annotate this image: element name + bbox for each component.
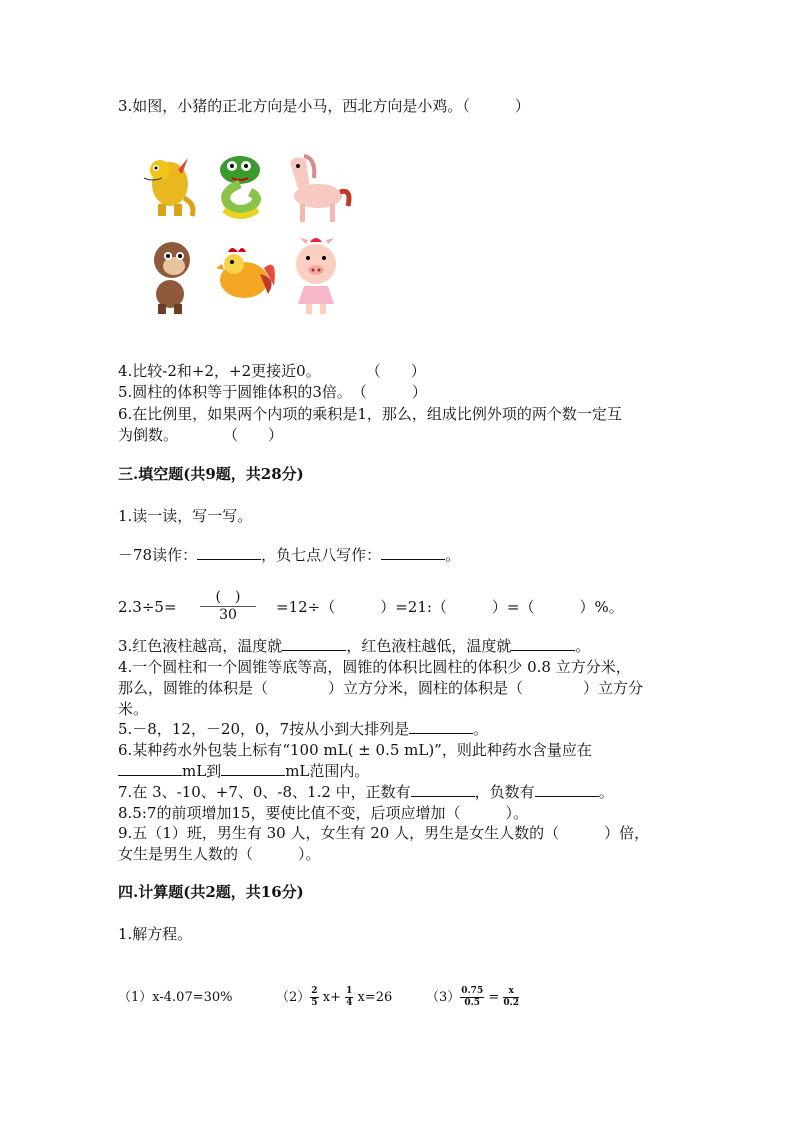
judge-q4: 4.比较-2和+2，+2更接近0。 （ ） <box>118 362 426 380</box>
fill-q1-part-a: －78读作： <box>118 546 198 564</box>
fill-q1-part-b: ，负七点八写作： <box>261 546 382 564</box>
answer-blank[interactable] <box>282 636 346 651</box>
monkey-image <box>154 242 190 314</box>
fill-q7 <box>118 782 614 802</box>
answer-blank[interactable] <box>535 782 599 797</box>
fill-q9-line2: 女生是男生人数的（ ）。 <box>118 845 321 863</box>
fraction-numerator: ( ) <box>215 589 241 605</box>
fraction-denominator: 5 <box>311 998 318 1008</box>
fill-q5 <box>118 719 488 739</box>
fill-q4-line2: 那么，圆锥的体积是（ ）立方分米，圆柱的体积是（ ）立方分 <box>118 679 644 697</box>
equation-3 <box>426 986 519 1009</box>
fraction-numerator: 0.75 <box>461 986 484 996</box>
judge-q6-line2: 为倒数。 （ ） <box>118 426 284 444</box>
answer-blank[interactable] <box>118 761 182 776</box>
fraction-one-quarter <box>345 986 353 1009</box>
snake-image <box>220 156 260 216</box>
fill-q1: 1.读一读，写一写。 <box>118 507 253 525</box>
answer-blank[interactable] <box>409 719 473 734</box>
answer-blank[interactable] <box>381 545 445 560</box>
fill-q9-line1: 9.五（1）班，男生有 30 人，女生有 20 人，男生是女生人数的（ ）倍， <box>118 824 650 842</box>
fraction-right <box>503 986 519 1009</box>
fill-q7-end: 。 <box>598 783 614 801</box>
fraction-numerator: x <box>503 986 519 998</box>
fill-q5-part-a: 5.－8，12，－20，0，7按从小到大排列是 <box>118 720 410 738</box>
fraction-left <box>460 986 484 1009</box>
fill-q7-part-a: 7.在 3、-10、+7、0、-8、1.2 中，正数有 <box>118 783 411 801</box>
equation-2-label: （2） <box>276 990 311 1005</box>
equation-2-mid: x+ <box>322 990 341 1005</box>
equation-3-label: （3） <box>426 990 461 1005</box>
fill-q6-line2 <box>118 761 369 781</box>
equation-2-end: x=26 <box>357 990 393 1005</box>
section3-title: 三.填空题(共9题，共28分) <box>118 465 304 483</box>
answer-blank[interactable] <box>511 636 575 651</box>
fill-q8: 8.5:7的前项增加15，要使比值不变，后项应增加（ ）。 <box>118 804 529 822</box>
fill-q3-part-a: 3.红色液柱越高，温度就 <box>118 637 283 655</box>
answer-blank[interactable] <box>221 761 285 776</box>
equation-1: （1）x-4.07=30% <box>118 990 233 1005</box>
judge-q5: 5.圆柱的体积等于圆锥体积的3倍。 （ ） <box>118 383 427 401</box>
animal-picture-grid <box>132 148 354 316</box>
fill-q3 <box>118 636 590 656</box>
judge-q6-line1: 6.在比例里，如果两个内项的乘积是1，那么，组成比例外项的两个数一定互 <box>118 405 622 423</box>
fill-q4-line3: 米。 <box>118 700 149 718</box>
fraction-denominator: 4 <box>346 998 353 1008</box>
section4-title: 四.计算题(共2题，共16分) <box>118 883 304 901</box>
judge-q3: 3.如图，小猪的正北方向是小马，西北方向是小鸡。（ ） <box>118 97 530 115</box>
fraction-numerator: 2 <box>311 986 318 996</box>
fill-q1-body <box>118 545 460 565</box>
fill-q6-line1: 6.某种药水外包装上标有“100 mL( ± 0.5 mL)”，则此种药水含量应在 <box>118 741 592 759</box>
fill-q7-part-b: ，负数有 <box>474 783 535 801</box>
fill-q6-part-b: mL到 <box>182 762 222 780</box>
fill-q6-part-c: mL范围内。 <box>285 762 370 780</box>
equation-2 <box>276 986 392 1009</box>
answer-blank[interactable] <box>197 545 261 560</box>
calc-q1: 1.解方程。 <box>118 925 193 943</box>
rooster-image <box>216 248 275 298</box>
fill-q5-end: 。 <box>473 720 489 738</box>
fraction-denominator: 30 <box>200 606 256 624</box>
fill-q2-rest: =12÷（ ）=21:（ ）=（ ）%。 <box>276 598 624 616</box>
fraction-denominator: 0.2 <box>503 998 520 1008</box>
fraction-two-fifths <box>310 986 318 1009</box>
fill-q4-line1: 4.一个圆柱和一个圆锥等底等高，圆锥的体积比圆柱的体积少 0.8 立方分米， <box>118 658 631 676</box>
fill-q2-start: 2.3÷5= <box>118 598 177 616</box>
fill-q2-fraction <box>200 589 256 624</box>
fraction-denominator: 0.5 <box>464 998 481 1008</box>
dragon-image <box>144 158 193 216</box>
fill-q3-part-b: ，红色液柱越低，温度就 <box>346 637 512 655</box>
fraction-numerator: 1 <box>346 986 353 996</box>
fill-q3-end: 。 <box>575 637 591 655</box>
fill-q1-end: 。 <box>445 546 461 564</box>
pig-image <box>296 238 336 314</box>
answer-blank[interactable] <box>411 782 475 797</box>
horse-image <box>290 156 349 222</box>
equals-sign: = <box>488 990 500 1005</box>
